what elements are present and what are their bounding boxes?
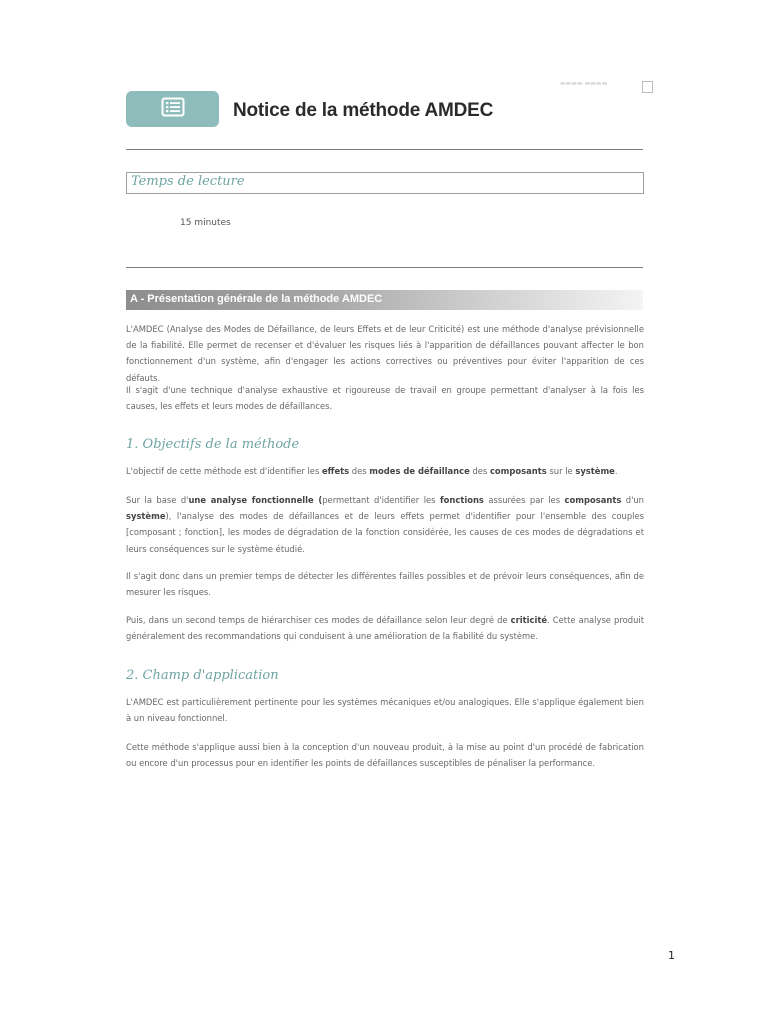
paragraph: L'AMDEC (Analyse des Modes de Défaillance, de leurs Effets et de leur Criticité) est une méthode d'analyse prévisionnelle de la fiabilité. Elle permet de recenser et d'évaluer les risques liés à l'apparition de défaillances pouvant affecter le bon fonctionnement d'un système, afin d'engager les actions correctives ou préventives pour éviter l'apparition de ces défauts.	[126, 324, 644, 383]
reading-time-value: 15 minutes	[180, 218, 231, 228]
faint-header-mark: ▬▬▬▬ ▬▬▬▬	[560, 80, 608, 87]
paragraph: Puis, dans un second temps de hiérarchiser ces modes de défaillance selon leur degré de criticité. Cette analyse produit généralement des recommandations qui conduisent à une amélioration de la fiabilité du système.	[126, 615, 644, 642]
paragraph: Il s'agit d'une technique d'analyse exhaustive et rigoureuse de travail en groupe permettant d'analyser à la fois les causes, les effets et leurs modes de défaillances.	[126, 385, 644, 412]
section-a-title: A - Présentation générale de la méthode AMDEC	[130, 293, 383, 305]
section-a-bar	[126, 290, 643, 310]
paragraph: Cette méthode s'applique aussi bien à la conception d'un nouveau produit, à la mise au point d'un procédé de fabrication ou encore d'un processus pour en identifier les points de défaillances susceptibles de pénaliser la performance.	[126, 742, 644, 769]
divider	[126, 149, 643, 150]
page-title: Notice de la méthode AMDEC	[233, 100, 494, 121]
list-icon	[161, 97, 185, 121]
reading-time-label: Temps de lecture	[131, 174, 245, 189]
divider	[126, 267, 643, 268]
paragraph: Sur la base d'une analyse fonctionnelle (permettant d'identifier les fonctions assurées par les composants d'un système), l'analyse des modes de défaillances et de leurs effets permet d'identifier pour l'ensemble des couples [composant ; fonction], les modes de dégradation de la fonction considérée, les causes de ces modes de dégradations et leurs conséquences sur le système étudié.	[126, 495, 644, 554]
section-2-title: 2. Champ d'application	[126, 668, 279, 683]
header-badge	[126, 91, 219, 127]
reading-time-box	[126, 172, 644, 194]
paragraph: Il s'agit donc dans un premier temps de détecter les différentes failles possibles et de prévoir leurs conséquences, afin de mesurer les risques.	[126, 571, 644, 598]
paragraph: L'AMDEC est particulièrement pertinente pour les systèmes mécaniques et/ou analogiques. Elle s'applique également bien à un niveau fonctionnel.	[126, 697, 644, 724]
page-number: 1	[668, 949, 675, 962]
faint-box-icon	[642, 81, 653, 93]
paragraph: L'objectif de cette méthode est d'identifier les effets des modes de défaillance des composants sur le système.	[126, 466, 618, 476]
section-1-title: 1. Objectifs de la méthode	[126, 437, 300, 452]
